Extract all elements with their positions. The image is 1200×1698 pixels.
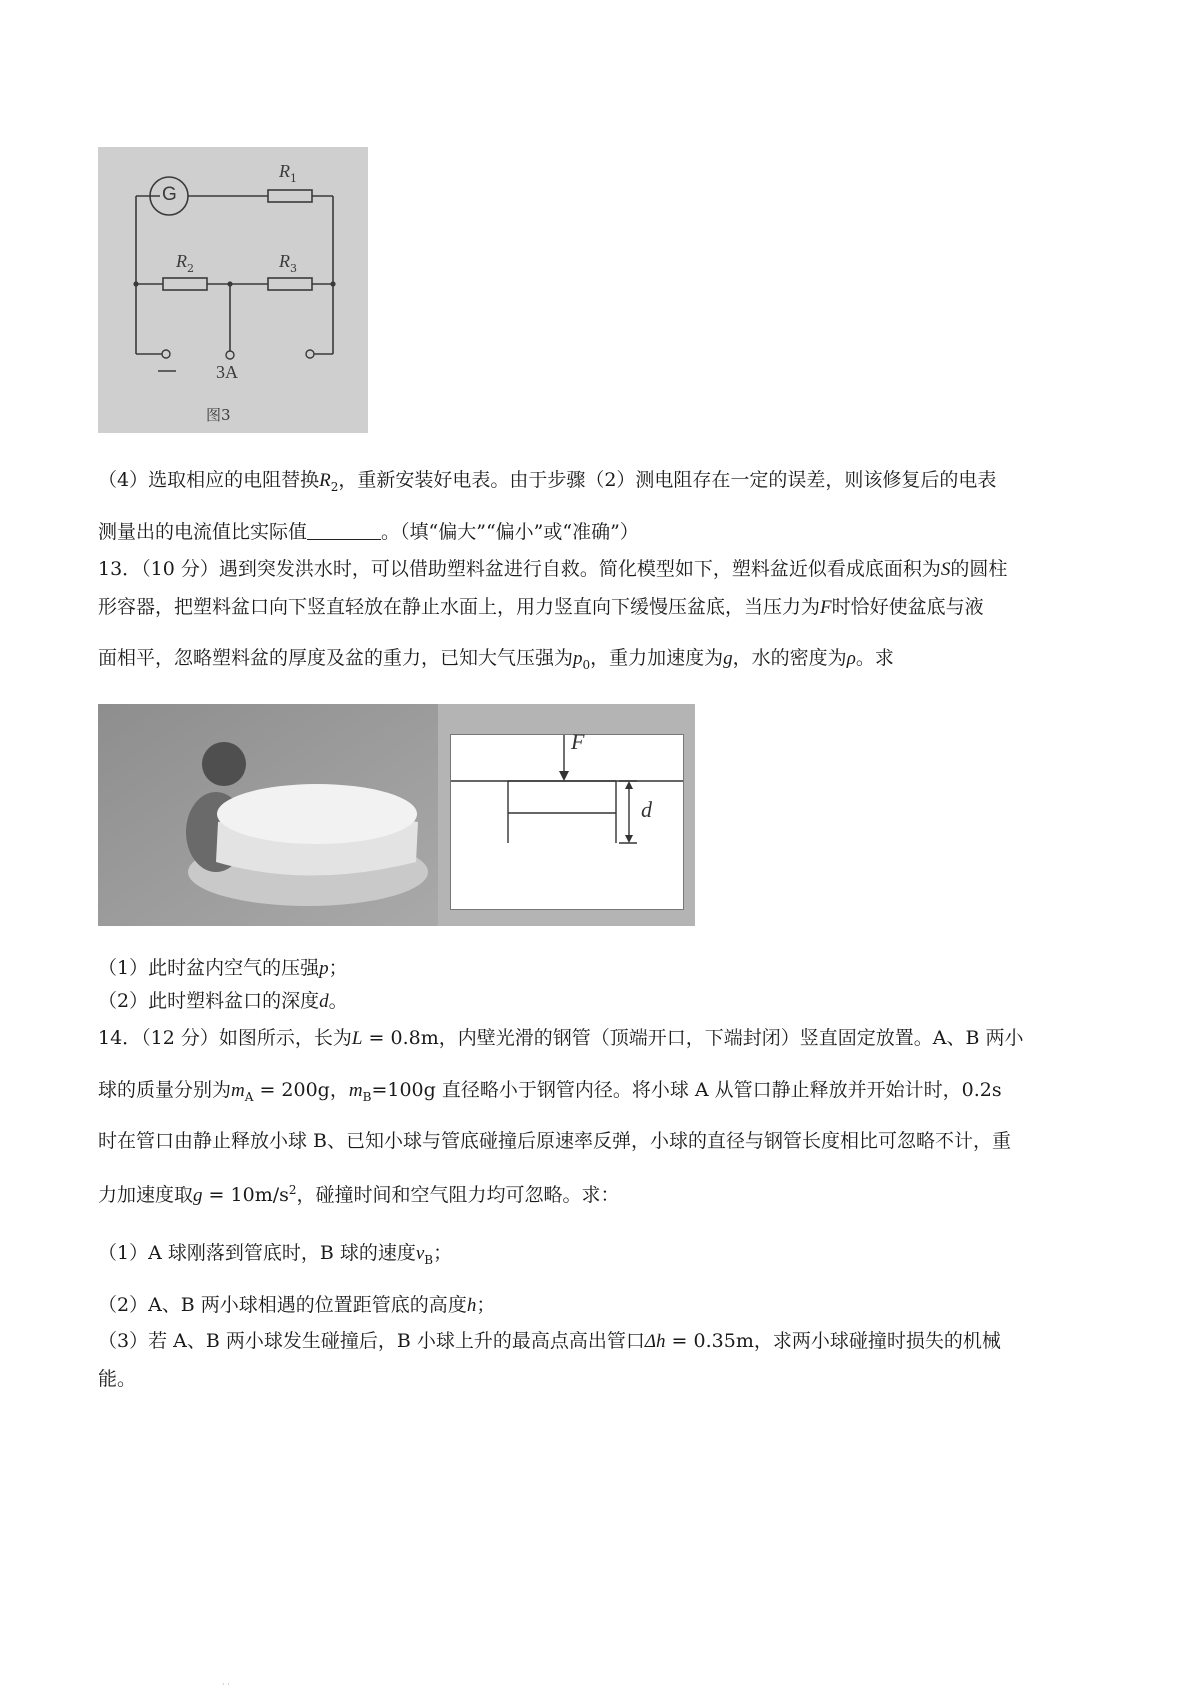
q13-line2: 形容器，把塑料盆口向下竖直轻放在静止水面上，用力竖直向下缓慢压盆底，当压力为F时恰好使盆底与液 (98, 596, 984, 618)
terminal-3a-label: 3A (216, 362, 238, 382)
figure-caption: 图3 (206, 406, 231, 424)
q13-line3: 面相平，忽略塑料盆的厚度及盆的重力，已知大气压强为$p_0$，重力加速度为g，水的密度为ρ。求 (98, 647, 894, 672)
q13-sub1: （1）此时盆内空气的压强p； (98, 957, 348, 979)
terminal-3a (226, 351, 234, 359)
q14-line4: 力加速度取$g = 10m/s^2$，碰撞时间和空气阻力均可忽略。求： (98, 1183, 620, 1206)
r1-label: $R_1$ (279, 161, 297, 185)
answer-blank[interactable] (307, 521, 381, 540)
q13-line1: 13．（10 分）遇到突发洪水时，可以借助塑料盆进行自救。简化模型如下，塑料盆近似看成底面积为S的圆柱 (98, 558, 1008, 580)
basin-diagram (450, 729, 684, 910)
q14-sub3-line2: 能。 (98, 1368, 137, 1390)
figure-3-circuit (98, 147, 368, 433)
resistor-r1 (268, 190, 312, 202)
q14-line2: 球的质量分别为$m_A = 200g$，$m_B=100g$ 直径略小于钢管内径。将小球 A 从管口静止释放并开始计时，0.2s (98, 1079, 1002, 1104)
galvanometer-label: G (162, 184, 177, 205)
footer-mark: · · (222, 1680, 230, 1689)
q14-sub3: （3）若 A、B 两小球发生碰撞后，B 小球上升的最高点高出管口Δh = 0.35m，求两小球碰撞时损失的机械 (98, 1330, 1001, 1352)
resistor-r3 (268, 278, 312, 290)
flood-photo (98, 704, 438, 926)
q12-part4-line2: 测量出的电流值比实际值 。（填“偏大”“偏小”或“准确”） (98, 521, 639, 543)
circuit-diagram (98, 147, 368, 433)
force-label: F (571, 729, 585, 754)
resistor-r2 (163, 278, 207, 290)
q14-line3: 时在管口由静止释放小球 B、已知小球与管底碰撞后原速率反弹，小球的直径与钢管长度相比可忽略不计，重 (98, 1130, 1012, 1152)
q14-sub2: （2）A、B 两小球相遇的位置距管底的高度h； (98, 1294, 496, 1316)
r2-label: $R_2$ (176, 251, 194, 275)
terminal-minus (162, 350, 170, 358)
q12-part4-line1: （4）选取相应的电阻替换$R_2$，重新安装好电表。由于步骤（2）测电阻存在一定的误差，则该修复后的电表 (98, 469, 997, 494)
q13-figure (98, 704, 695, 926)
q13-sub2: （2）此时塑料盆口的深度d。 (98, 990, 348, 1012)
q14-sub1: （1）A 球刚落到管底时，B 球的速度$v_B$； (98, 1242, 453, 1267)
q14-line1: 14．（12 分）如图所示，长为L = 0.8m，内壁光滑的钢管（顶端开口，下端封闭）竖直固定放置。A、B 两小 (98, 1027, 1024, 1049)
depth-label: d (641, 797, 652, 822)
terminal-right (306, 350, 314, 358)
r3-label: $R_3$ (279, 251, 297, 275)
